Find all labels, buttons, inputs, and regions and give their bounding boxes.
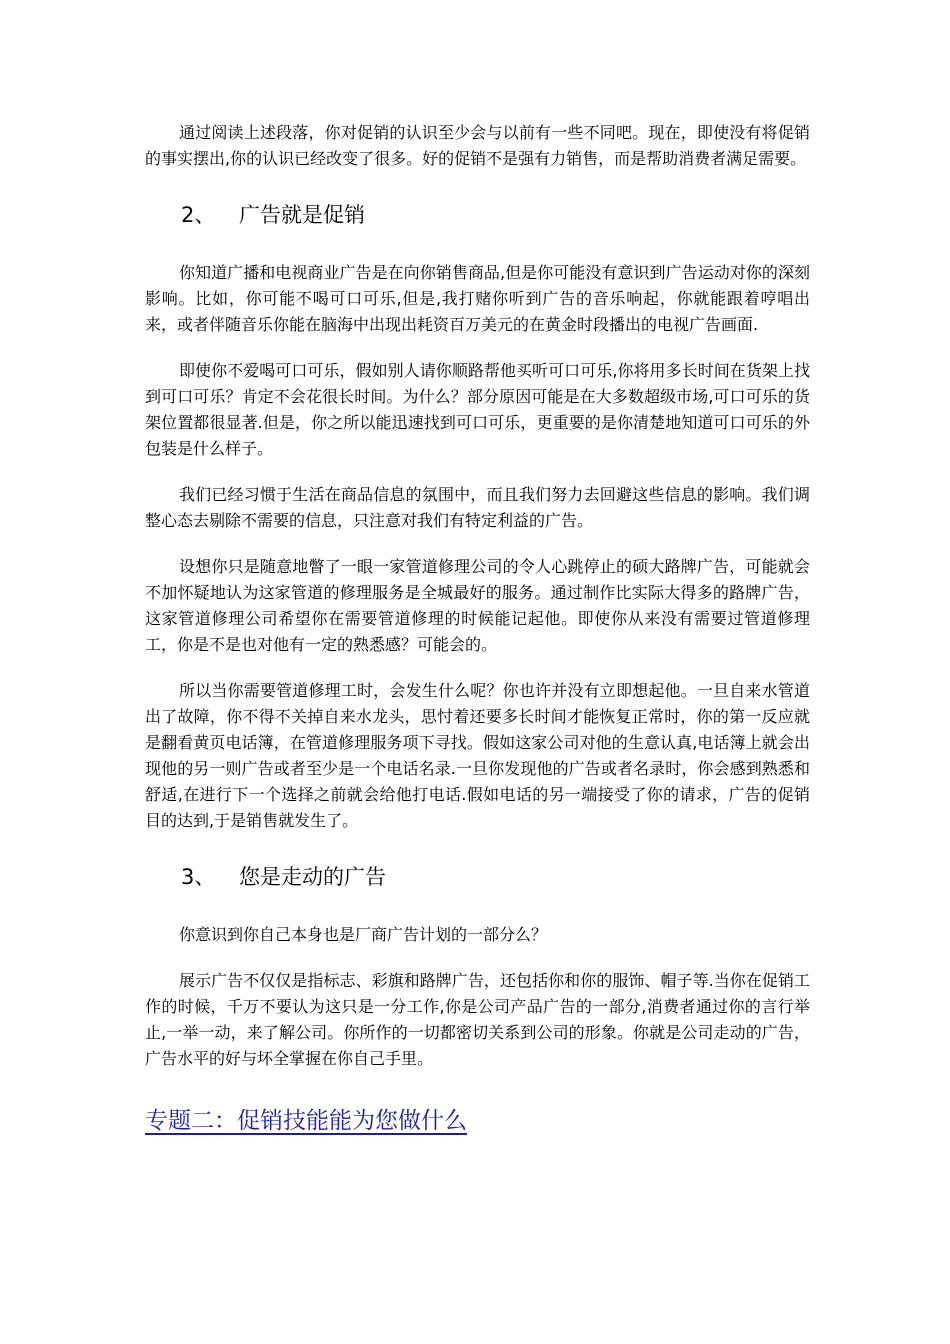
section-3-heading — [181, 862, 810, 892]
section-2-number: 2、 — [181, 203, 216, 227]
section-3-paragraph: 你意识到你自己本身也是厂商广告计划的一部分么？ — [179, 925, 548, 944]
section-3-title: 您是走动的广告 — [239, 865, 386, 889]
section-2-paragraph: 我们已经习惯于生活在商品信息的氛围中，而且我们努力去回避这些信息的影响。我们调整心态去剔除不需要的信息，只注意对我们有特定利益的广告。 — [145, 485, 810, 530]
section-2-title: 广告就是促销 — [239, 203, 365, 227]
section-2-paragraph: 即使你不爱喝可口可乐，假如别人请你顺路帮他买听可口可乐,你将用多长时间在货架上找到可口可乐？肯定不会花很长时间。为什么？部分原因可能是在大多数超级市场,可口可乐的货架位置都很显著.但是，你之所以能迅速找到可口可乐，更重要的是你清楚地知道可口可乐的外包装是什么样子。 — [145, 361, 810, 458]
topic-link[interactable]: 专题二：促销技能能为您做什么 — [145, 1108, 467, 1134]
intro-paragraph: 通过阅读上述段落，你对促销的认识至少会与以前有一些不同吧。现在，即使没有将促销的事实摆出,你的认识已经改变了很多。好的促销不是强有力销售，而是帮助消费者满足需要。 — [145, 123, 810, 168]
section-2-heading — [181, 200, 810, 230]
section-3-number: 3、 — [181, 865, 216, 889]
section-3-paragraph: 展示广告不仅仅是指标志、彩旗和路牌广告，还包括你和你的服饰、帽子等.当你在促销工作的时候，千万不要认为这只是一分工作,你是公司产品广告的一部分,消费者通过你的言行举止,一举一动，来了解公司。你所作的一切都密切关系到公司的形象。你就是公司走动的广告，广告水平的好与坏全掌握在你自己手里。 — [145, 971, 810, 1068]
section-2-paragraph: 设想你只是随意地瞥了一眼一家管道修理公司的令人心跳停止的硕大路牌广告，可能就会不加怀疑地认为这家管道的修理服务是全城最好的服务。通过制作比实际大得多的路牌广告，这家管道修理公司希望你在需要管道修理的时候能记起他。即使你从来没有需要过管道修理工，你是不是也对他有一定的熟悉感？可能会的。 — [145, 557, 810, 654]
section-2-paragraph: 所以当你需要管道修理工时，会发生什么呢？你也许并没有立即想起他。一旦自来水管道出了故障，你不得不关掉自来水龙头，思忖着还要多长时间才能恢复正常时，你的第一反应就是翻看黄页电话簿，在管道修理服务项下寻找。假如这家公司对他的生意认真,电话簿上就会出现他的另一则广告或者至少是一个电话名录.一旦你发现他的广告或者名录时，你会感到熟悉和舒适,在进行下一个选择之前就会给他打电话.假如电话的另一端接受了你的请求，广告的促销目的达到,于是销售就发生了。 — [145, 681, 810, 830]
document-page — [145, 120, 810, 1138]
section-2-paragraph: 你知道广播和电视商业广告是在向你销售商品,但是你可能没有意识到广告运动对你的深刻影响。比如，你可能不喝可口可乐,但是,我打赌你听到广告的音乐响起，你就能跟着哼唱出来，或者伴随音乐你能在脑海中出现出耗资百万美元的在黄金时段播出的电视广告画面. — [145, 263, 810, 334]
